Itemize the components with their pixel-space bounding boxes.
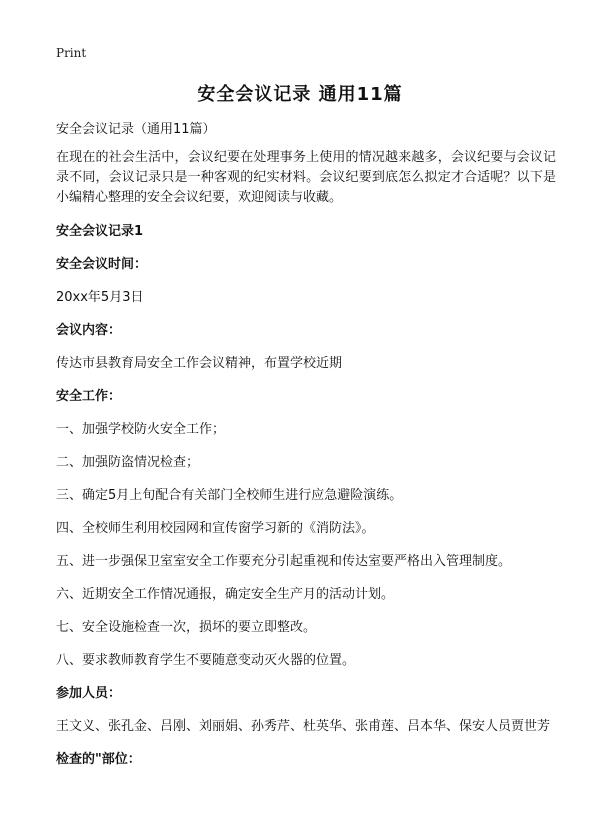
list-item: 二、加强防盗情况检查；: [56, 455, 200, 470]
list-item: 四、全校师生利用校园网和宣传窗学习新的《消防法》。: [56, 521, 375, 536]
list-item: 五、进一步强保卫室室安全工作要充分引起重视和传达室要严格出入管理制度。: [56, 554, 512, 569]
inspection-label: 检查的"部位：: [56, 752, 141, 767]
list-item: 一、加强学校防火安全工作；: [56, 422, 226, 437]
document-body: [56, 120, 556, 783]
list-item: 七、安全设施检查一次，损坏的要立即整改。: [56, 620, 317, 635]
participants-value: 王文义、张孔金、吕刚、刘丽娟、孙秀芹、杜英华、张甫莲、吕本华、保安人员贾世芳: [56, 719, 551, 734]
meeting-time-value: 20xx年5月3日: [56, 290, 144, 305]
list-item: 八、要求教师教育学生不要随意变动灭火器的位置。: [56, 653, 356, 668]
section-heading: 安全会议记录1: [56, 224, 144, 239]
intro-paragraph: 在现在的社会生活中，会议纪要在处理事务上使用的情况越来越多，会议纪要与会议记录不同，会议记录只是一种客观的纪实材料。会议纪要到底怎么拟定才合适呢？以下是小编精心整理的安全会议纪要，欢迎阅读与收藏。: [56, 150, 556, 205]
list-item: 三、确定5月上旬配合有关部门全校师生进行应急避险演练。: [56, 488, 403, 503]
print-label: Print: [56, 46, 87, 60]
participants-label: 参加人员：: [56, 686, 122, 701]
list-item: 六、近期安全工作情况通报，确定安全生产月的活动计划。: [56, 587, 395, 602]
meeting-content-value: 传达市县教育局安全工作会议精神，布置学校近期: [56, 356, 343, 371]
document-subtitle: 安全会议记录（通用11篇）: [56, 122, 216, 137]
safety-work-label: 安全工作：: [56, 389, 122, 404]
page-title: 安全会议记录 通用11篇: [197, 84, 403, 105]
meeting-time-label: 安全会议时间：: [56, 257, 148, 272]
meeting-content-label: 会议内容：: [56, 323, 122, 338]
